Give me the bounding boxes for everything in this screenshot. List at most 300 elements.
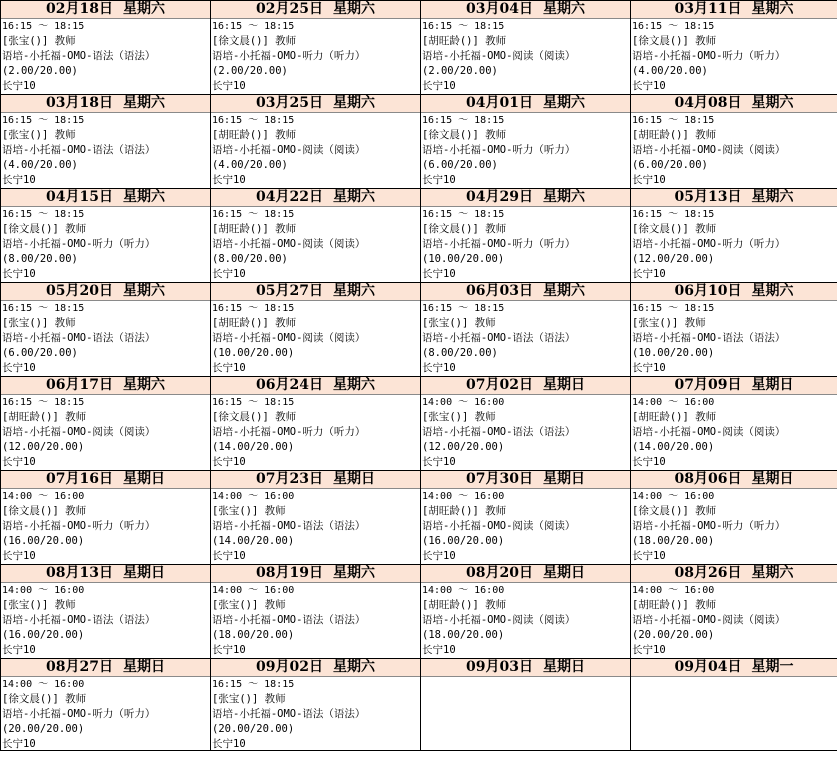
classroom-location: 长宁10: [422, 268, 456, 280]
class-date: 03月04日: [466, 1, 533, 17]
class-weekday: 星期日: [332, 471, 375, 487]
schedule-cell: [1, 471, 211, 565]
teacher-name: [胡旺龄()] 教师: [632, 411, 717, 423]
class-details: [631, 583, 837, 658]
teacher-name: [张宝()] 教师: [2, 129, 76, 141]
schedule-cell: [631, 189, 837, 283]
course-name: 语培-小托福-OMO-语法（语法）: [2, 50, 156, 62]
class-details: [631, 207, 837, 282]
class-date: 09月02日: [256, 659, 323, 675]
lesson-progress: (10.00/20.00): [212, 347, 295, 359]
class-time: 14:00 ～ 16:00: [422, 491, 505, 502]
class-time: 16:15 ～ 18:15: [2, 21, 85, 32]
class-details: [1, 677, 210, 751]
class-time: 14:00 ～ 16:00: [2, 679, 85, 690]
classroom-location: 长宁10: [212, 362, 246, 374]
course-name: 语培-小托福-OMO-阅读（阅读）: [2, 426, 156, 438]
teacher-name: [徐文晨()] 教师: [212, 35, 297, 47]
class-date: 08月19日: [256, 565, 323, 581]
lesson-progress: (16.00/20.00): [2, 629, 85, 641]
course-name: 语培-小托福-OMO-阅读（阅读）: [422, 614, 576, 626]
lesson-progress: (14.00/20.00): [632, 441, 715, 453]
class-date: 08月26日: [674, 565, 742, 581]
schedule-cell: [211, 471, 421, 565]
teacher-name: [胡旺龄()] 教师: [422, 599, 507, 611]
date-header: [1, 659, 210, 677]
lesson-progress: (2.00/20.00): [422, 65, 498, 77]
teacher-name: [徐文晨()] 教师: [2, 223, 87, 235]
teacher-name: [胡旺龄()] 教师: [2, 411, 87, 423]
date-header: [631, 471, 837, 489]
date-header: [421, 95, 630, 113]
schedule-cell: [421, 565, 631, 659]
course-name: 语培-小托福-OMO-阅读（阅读）: [212, 144, 366, 156]
class-time: 16:15 ～ 18:15: [212, 209, 295, 220]
class-details: [631, 19, 837, 94]
class-date: 04月01日: [466, 95, 533, 111]
class-date: 08月13日: [46, 565, 113, 581]
class-weekday: 星期六: [332, 189, 375, 205]
teacher-name: [胡旺龄()] 教师: [212, 129, 297, 141]
class-time: 16:15 ～ 18:15: [632, 21, 715, 32]
class-time: 16:15 ～ 18:15: [422, 21, 505, 32]
class-date: 06月03日: [466, 283, 533, 299]
class-weekday: 星期六: [751, 189, 794, 205]
class-weekday: 星期日: [542, 565, 585, 581]
lesson-progress: (4.00/20.00): [632, 65, 708, 77]
class-weekday: 星期日: [542, 471, 585, 487]
lesson-progress: (4.00/20.00): [2, 159, 78, 171]
classroom-location: 长宁10: [212, 268, 246, 280]
date-header: [421, 565, 630, 583]
class-weekday: 星期日: [122, 659, 165, 675]
teacher-name: [胡旺龄()] 教师: [422, 505, 507, 517]
class-weekday: 星期六: [122, 189, 165, 205]
class-time: 16:15 ～ 18:15: [422, 115, 505, 126]
teacher-name: [张宝()] 教师: [632, 317, 706, 329]
date-header: [211, 471, 420, 489]
classroom-location: 长宁10: [632, 362, 666, 374]
class-date: 07月30日: [466, 471, 533, 487]
classroom-location: 长宁10: [212, 80, 246, 92]
schedule-cell: [211, 377, 421, 471]
classroom-location: 长宁10: [632, 456, 666, 468]
course-name: 语培-小托福-OMO-阅读（阅读）: [632, 426, 786, 438]
class-details: [211, 489, 420, 564]
class-weekday: 星期日: [751, 471, 794, 487]
course-name: 语培-小托福-OMO-语法（语法）: [2, 332, 156, 344]
class-time: 16:15 ～ 18:15: [422, 209, 505, 220]
class-weekday: 星期六: [122, 1, 165, 17]
schedule-cell: [631, 659, 837, 751]
course-name: 语培-小托福-OMO-语法（语法）: [2, 614, 156, 626]
date-header: [211, 1, 420, 19]
lesson-progress: (2.00/20.00): [212, 65, 288, 77]
class-weekday: 星期六: [332, 283, 375, 299]
lesson-progress: (18.00/20.00): [212, 629, 295, 641]
course-name: 语培-小托福-OMO-语法（语法）: [422, 426, 576, 438]
lesson-progress: (12.00/20.00): [2, 441, 85, 453]
date-header: [421, 1, 630, 19]
class-weekday: 星期六: [542, 189, 585, 205]
date-header: [211, 377, 420, 395]
class-weekday: 星期六: [122, 283, 165, 299]
schedule-cell: [211, 95, 421, 189]
date-header: [421, 189, 630, 207]
date-header: [631, 659, 837, 677]
class-date: 04月08日: [674, 95, 742, 111]
classroom-location: 长宁10: [2, 456, 36, 468]
date-header: [1, 189, 210, 207]
class-date: 05月13日: [674, 189, 742, 205]
teacher-name: [胡旺龄()] 教师: [212, 317, 297, 329]
class-time: 16:15 ～ 18:15: [212, 303, 295, 314]
lesson-progress: (18.00/20.00): [422, 629, 505, 641]
teacher-name: [胡旺龄()] 教师: [422, 35, 507, 47]
date-header: [631, 283, 837, 301]
teacher-name: [张宝()] 教师: [422, 317, 496, 329]
classroom-location: 长宁10: [2, 738, 36, 750]
class-date: 04月22日: [256, 189, 323, 205]
class-date: 03月11日: [674, 1, 742, 17]
class-date: 04月15日: [46, 189, 113, 205]
schedule-cell: [631, 377, 837, 471]
class-time: 16:15 ～ 18:15: [632, 115, 715, 126]
date-header: [1, 565, 210, 583]
date-header: [631, 189, 837, 207]
date-header: [421, 283, 630, 301]
lesson-progress: (16.00/20.00): [422, 535, 505, 547]
class-date: 08月27日: [46, 659, 113, 675]
schedule-cell: [631, 565, 837, 659]
date-header: [211, 283, 420, 301]
teacher-name: [徐文晨()] 教师: [422, 223, 507, 235]
class-date: 02月18日: [46, 1, 113, 17]
course-name: 语培-小托福-OMO-听力（听力）: [2, 708, 156, 720]
classroom-location: 长宁10: [212, 174, 246, 186]
class-time: 14:00 ～ 16:00: [422, 397, 505, 408]
lesson-progress: (6.00/20.00): [2, 347, 78, 359]
class-weekday: 星期六: [332, 565, 375, 581]
schedule-cell: [631, 471, 837, 565]
date-header: [421, 659, 630, 677]
schedule-cell: [421, 659, 631, 751]
class-details: [1, 19, 210, 94]
date-header: [631, 1, 837, 19]
class-time: 16:15 ～ 18:15: [632, 303, 715, 314]
date-header: [211, 189, 420, 207]
date-header: [1, 377, 210, 395]
classroom-location: 长宁10: [422, 550, 456, 562]
course-name: 语培-小托福-OMO-听力（听力）: [212, 50, 366, 62]
schedule-cell: [211, 659, 421, 751]
lesson-progress: (12.00/20.00): [632, 253, 715, 265]
class-details: [211, 301, 420, 376]
class-time: 14:00 ～ 16:00: [212, 491, 295, 502]
lesson-progress: (10.00/20.00): [632, 347, 715, 359]
class-details: [1, 301, 210, 376]
classroom-location: 长宁10: [212, 550, 246, 562]
class-weekday: 星期日: [751, 377, 794, 393]
class-date: 07月09日: [674, 377, 742, 393]
lesson-progress: (18.00/20.00): [632, 535, 715, 547]
course-name: 语培-小托福-OMO-听力（听力）: [632, 520, 786, 532]
course-name: 语培-小托福-OMO-阅读（阅读）: [632, 614, 786, 626]
class-details: [421, 301, 630, 376]
class-details: [1, 207, 210, 282]
schedule-cell: [421, 377, 631, 471]
classroom-location: 长宁10: [2, 550, 36, 562]
teacher-name: [张宝()] 教师: [422, 411, 496, 423]
classroom-location: 长宁10: [632, 80, 666, 92]
course-name: 语培-小托福-OMO-阅读（阅读）: [212, 238, 366, 250]
class-date: 02月25日: [256, 1, 323, 17]
class-details: [421, 113, 630, 188]
lesson-progress: (20.00/20.00): [212, 723, 295, 735]
lesson-progress: (10.00/20.00): [422, 253, 505, 265]
class-time: 16:15 ～ 18:15: [2, 397, 85, 408]
class-date: 07月23日: [256, 471, 323, 487]
date-header: [1, 283, 210, 301]
class-date: 08月20日: [466, 565, 533, 581]
class-time: 16:15 ～ 18:15: [2, 303, 85, 314]
classroom-location: 长宁10: [212, 456, 246, 468]
teacher-name: [胡旺龄()] 教师: [212, 223, 297, 235]
class-details: [1, 489, 210, 564]
teacher-name: [张宝()] 教师: [212, 693, 286, 705]
class-weekday: 星期六: [751, 565, 794, 581]
date-header: [631, 95, 837, 113]
schedule-cell: [631, 283, 837, 377]
course-name: 语培-小托福-OMO-阅读（阅读）: [422, 50, 576, 62]
class-details: [631, 395, 837, 470]
class-details: [421, 19, 630, 94]
class-weekday: 星期六: [751, 283, 794, 299]
course-name: 语培-小托福-OMO-听力（听力）: [212, 426, 366, 438]
classroom-location: 长宁10: [422, 174, 456, 186]
class-details: [211, 207, 420, 282]
class-details: [211, 19, 420, 94]
date-header: [211, 659, 420, 677]
class-weekday: 星期六: [332, 377, 375, 393]
class-details: [631, 301, 837, 376]
class-date: 06月24日: [256, 377, 323, 393]
date-header: [211, 95, 420, 113]
classroom-location: 长宁10: [632, 268, 666, 280]
course-name: 语培-小托福-OMO-听力（听力）: [2, 520, 156, 532]
class-date: 05月27日: [256, 283, 323, 299]
class-weekday: 星期日: [542, 377, 585, 393]
class-date: 04月29日: [466, 189, 533, 205]
classroom-location: 长宁10: [2, 644, 36, 656]
class-details: [421, 583, 630, 658]
class-date: 06月17日: [46, 377, 113, 393]
teacher-name: [胡旺龄()] 教师: [632, 599, 717, 611]
schedule-cell: [421, 95, 631, 189]
class-details: [421, 489, 630, 564]
class-weekday: 星期日: [542, 659, 585, 675]
date-header: [1, 95, 210, 113]
course-name: 语培-小托福-OMO-语法（语法）: [212, 614, 366, 626]
classroom-location: 长宁10: [632, 174, 666, 186]
course-name: 语培-小托福-OMO-语法（语法）: [422, 332, 576, 344]
teacher-name: [张宝()] 教师: [2, 317, 76, 329]
classroom-location: 长宁10: [422, 644, 456, 656]
course-name: 语培-小托福-OMO-阅读（阅读）: [632, 144, 786, 156]
class-details: [1, 113, 210, 188]
class-weekday: 星期日: [122, 565, 165, 581]
teacher-name: [徐文晨()] 教师: [422, 129, 507, 141]
class-date: 03月18日: [46, 95, 113, 111]
date-header: [1, 471, 210, 489]
class-time: 14:00 ～ 16:00: [2, 585, 85, 596]
class-date: 05月20日: [46, 283, 113, 299]
class-time: 16:15 ～ 18:15: [212, 21, 295, 32]
class-weekday: 星期一: [751, 659, 794, 675]
classroom-location: 长宁10: [2, 362, 36, 374]
schedule-cell: [421, 189, 631, 283]
class-weekday: 星期六: [122, 377, 165, 393]
classroom-location: 长宁10: [632, 644, 666, 656]
class-weekday: 星期六: [332, 95, 375, 111]
class-details: [421, 395, 630, 470]
class-time: 16:15 ～ 18:15: [632, 209, 715, 220]
class-details: [631, 489, 837, 564]
course-name: 语培-小托福-OMO-阅读（阅读）: [422, 520, 576, 532]
class-weekday: 星期六: [751, 95, 794, 111]
classroom-location: 长宁10: [212, 644, 246, 656]
lesson-progress: (14.00/20.00): [212, 535, 295, 547]
teacher-name: [徐文晨()] 教师: [2, 693, 87, 705]
schedule-cell: [1, 189, 211, 283]
teacher-name: [张宝()] 教师: [2, 35, 76, 47]
class-weekday: 星期六: [332, 1, 375, 17]
class-weekday: 星期六: [751, 1, 794, 17]
lesson-progress: (6.00/20.00): [632, 159, 708, 171]
lesson-progress: (4.00/20.00): [212, 159, 288, 171]
classroom-location: 长宁10: [422, 362, 456, 374]
class-time: 16:15 ～ 18:15: [212, 397, 295, 408]
date-header: [421, 377, 630, 395]
course-name: 语培-小托福-OMO-听力（听力）: [2, 238, 156, 250]
schedule-cell: [631, 95, 837, 189]
class-details: [211, 395, 420, 470]
class-weekday: 星期日: [122, 471, 165, 487]
schedule-cell: [1, 565, 211, 659]
teacher-name: [胡旺龄()] 教师: [632, 129, 717, 141]
class-time: 16:15 ～ 18:15: [212, 115, 295, 126]
class-time: 14:00 ～ 16:00: [632, 585, 715, 596]
schedule-cell: [421, 471, 631, 565]
schedule-cell: [1, 95, 211, 189]
class-weekday: 星期六: [542, 283, 585, 299]
schedule-cell: [1, 377, 211, 471]
date-header: [631, 565, 837, 583]
schedule-cell: [631, 1, 837, 95]
class-details: [1, 395, 210, 470]
teacher-name: [徐文晨()] 教师: [632, 35, 717, 47]
classroom-location: 长宁10: [632, 550, 666, 562]
schedule-cell: [211, 1, 421, 95]
schedule-cell: [1, 1, 211, 95]
class-time: 14:00 ～ 16:00: [2, 491, 85, 502]
lesson-progress: (16.00/20.00): [2, 535, 85, 547]
lesson-progress: (8.00/20.00): [212, 253, 288, 265]
teacher-name: [徐文晨()] 教师: [632, 505, 717, 517]
class-time: 16:15 ～ 18:15: [422, 303, 505, 314]
course-name: 语培-小托福-OMO-语法（语法）: [212, 520, 366, 532]
schedule-cell: [421, 1, 631, 95]
course-name: 语培-小托福-OMO-听力（听力）: [422, 238, 576, 250]
teacher-name: [张宝()] 教师: [2, 599, 76, 611]
lesson-progress: (14.00/20.00): [212, 441, 295, 453]
class-date: 07月16日: [46, 471, 113, 487]
teacher-name: [徐文晨()] 教师: [2, 505, 87, 517]
teacher-name: [徐文晨()] 教师: [632, 223, 717, 235]
class-details: [1, 583, 210, 658]
classroom-location: 长宁10: [422, 80, 456, 92]
schedule-cell: [421, 283, 631, 377]
course-name: 语培-小托福-OMO-语法（语法）: [2, 144, 156, 156]
class-weekday: 星期六: [332, 659, 375, 675]
class-date: 09月04日: [674, 659, 742, 675]
lesson-progress: (12.00/20.00): [422, 441, 505, 453]
class-details: [211, 583, 420, 658]
class-time: 14:00 ～ 16:00: [212, 585, 295, 596]
schedule-cell: [211, 189, 421, 283]
date-header: [1, 1, 210, 19]
course-name: 语培-小托福-OMO-语法（语法）: [212, 708, 366, 720]
classroom-location: 长宁10: [2, 80, 36, 92]
lesson-progress: (6.00/20.00): [422, 159, 498, 171]
course-name: 语培-小托福-OMO-语法（语法）: [632, 332, 786, 344]
course-name: 语培-小托福-OMO-听力（听力）: [422, 144, 576, 156]
course-name: 语培-小托福-OMO-阅读（阅读）: [212, 332, 366, 344]
lesson-progress: (20.00/20.00): [632, 629, 715, 641]
class-details: [211, 113, 420, 188]
schedule-cell: [1, 283, 211, 377]
teacher-name: [徐文晨()] 教师: [212, 411, 297, 423]
class-time: 14:00 ～ 16:00: [632, 491, 715, 502]
class-weekday: 星期六: [542, 95, 585, 111]
date-header: [421, 471, 630, 489]
class-weekday: 星期六: [122, 95, 165, 111]
class-time: 14:00 ～ 16:00: [422, 585, 505, 596]
teacher-name: [张宝()] 教师: [212, 505, 286, 517]
classroom-location: 长宁10: [2, 268, 36, 280]
classroom-location: 长宁10: [2, 174, 36, 186]
teacher-name: [张宝()] 教师: [212, 599, 286, 611]
class-date: 08月06日: [674, 471, 742, 487]
class-date: 09月03日: [466, 659, 533, 675]
lesson-progress: (2.00/20.00): [2, 65, 78, 77]
course-name: 语培-小托福-OMO-听力（听力）: [632, 50, 786, 62]
class-time: 16:15 ～ 18:15: [212, 679, 295, 690]
classroom-location: 长宁10: [422, 456, 456, 468]
classroom-location: 长宁10: [212, 738, 246, 750]
class-details: [421, 207, 630, 282]
lesson-progress: (8.00/20.00): [2, 253, 78, 265]
date-header: [631, 377, 837, 395]
class-date: 07月02日: [466, 377, 533, 393]
class-date: 03月25日: [256, 95, 323, 111]
schedule-cell: [211, 565, 421, 659]
class-time: 16:15 ～ 18:15: [2, 115, 85, 126]
schedule-cell: [1, 659, 211, 751]
lesson-progress: (8.00/20.00): [422, 347, 498, 359]
class-details: [211, 677, 420, 751]
class-date: 06月10日: [674, 283, 742, 299]
